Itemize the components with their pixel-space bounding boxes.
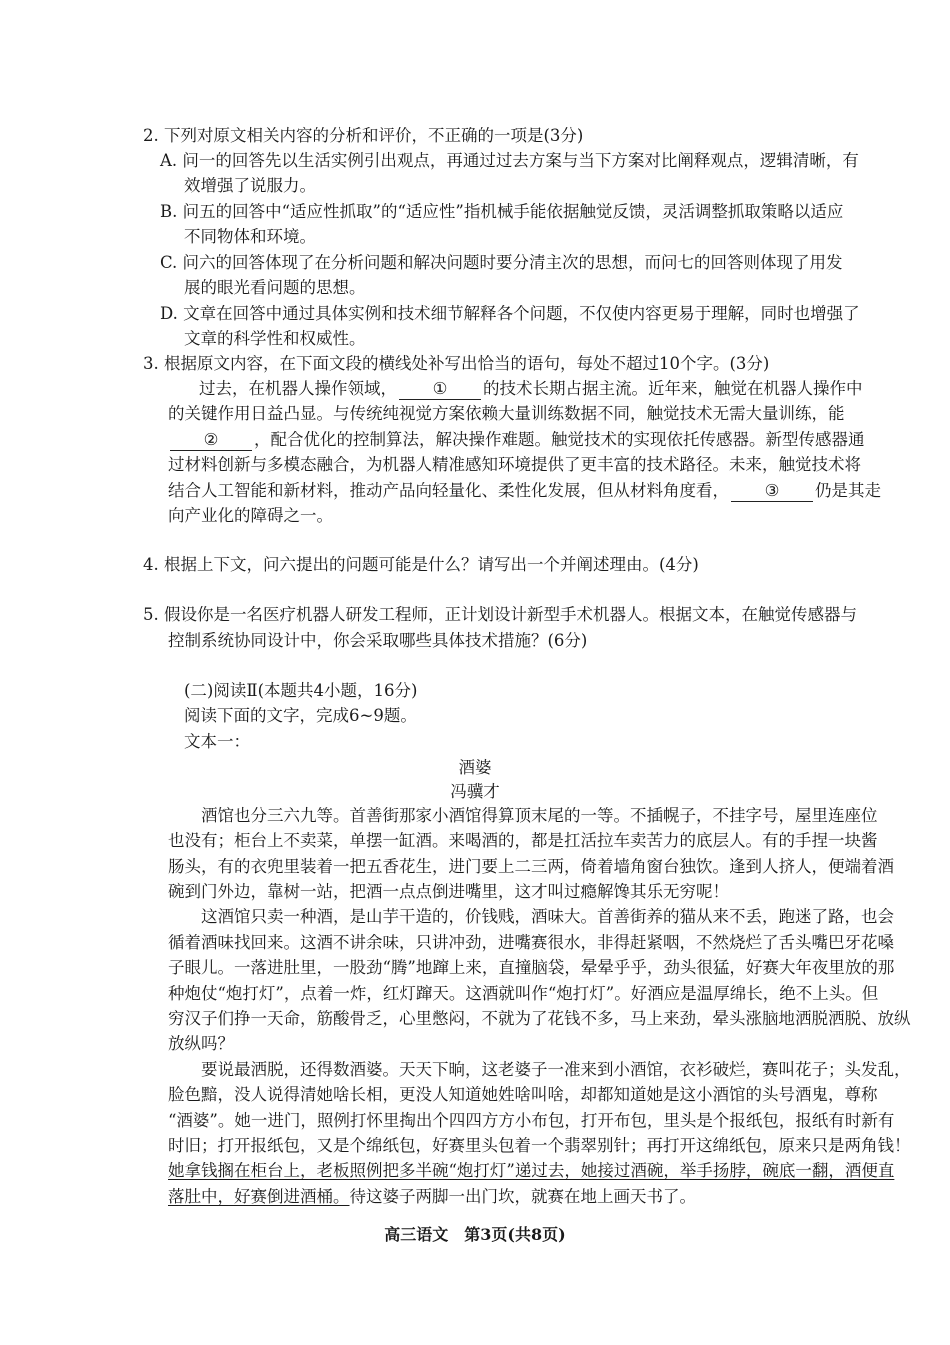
q2-option-b-cont: 不同物体和环境。 [184,227,316,246]
q3-passage-line [168,479,881,503]
q2-option-c: C. 问六的回答体现了在分析问题和解决问题时要分清主次的思想，而问七的回答则体现了用发 [160,253,843,272]
article-line: 也没有；柜台上不卖菜，单摆一缸酒。来喝酒的，都是扛活拉车卖苦力的底层人。有的手捏一块酱 [168,831,878,850]
q2-option-d-cont: 文章的科学性和权威性。 [184,329,366,348]
q3-text: 仍是其走 [815,481,881,500]
section-instruction: 阅读下面的文字，完成6~9题。 [184,706,417,725]
q3-text: 的技术长期占据主流。近年来，触觉在机器人操作中 [483,379,863,398]
article-line-underlined: 她拿钱搁在柜台上，老板照例把多半碗“炮打灯”递过去，她接过酒碗，举手扬脖，碗底一翻，酒便直 [168,1161,895,1180]
q5-stem: 5. 假设你是一名医疗机器人研发工程师，正计划设计新型手术机器人。根据文本，在触觉传感器与 [143,605,857,624]
q3-blank-2: ② [170,430,252,451]
q3-passage-line: 向产业化的障碍之一。 [168,506,333,525]
article-line: 循着酒味找回来。这酒不讲余味，只讲冲劲，进嘴赛很水，非得赶紧咽，不然烧烂了舌头嘴巴牙花嗓 [168,933,894,952]
underlined-text: 落肚中，好赛倒进酒桶。 [168,1187,350,1206]
article-line: 要说最洒脱，还得数酒婆。天天下晌，这老婆子一准来到小酒馆，衣衫破烂，赛叫花子；头发乱， [201,1060,911,1079]
article-line: 放纵吗？ [168,1034,234,1053]
q3-text: ，配合优化的控制算法，解决操作难题。触觉技术的实现依托传感器。新型传感器通 [254,430,865,449]
article-line [168,1185,696,1209]
q3-text: 过去，在机器人操作领域， [199,379,397,398]
q2-option-c-cont: 展的眼光看问题的思想。 [184,278,366,297]
q3-passage-line [199,377,863,401]
q4-stem: 4. 根据上下文，问六提出的问题可能是什么？请写出一个并阐述理由。(4分) [143,555,699,574]
q2-option-d: D. 文章在回答中通过具体实例和技术细节解释各个问题，不仅使内容更易于理解，同时也增强了 [160,304,860,323]
article-line: 时旧；打开报纸包，又是个绵纸包，好赛里头包着一个翡翠别针；再打开这绵纸包，原来只是两角钱！ [168,1136,911,1155]
q2-option-a-cont: 效增强了说服力。 [184,176,316,195]
article-line: “酒婆”。她一进门，照例打怀里掏出个四四方方小布包，打开布包，里头是个报纸包，报纸有时新有 [168,1111,895,1130]
q3-blank-1: ① [399,379,481,400]
q3-blank-3: ③ [731,481,813,502]
article-line: 种炮仗“炮打灯”，点着一炸，红灯蹿天。这酒就叫作“炮打灯”。好酒应是温厚绵长，绝不上头。但 [168,984,879,1003]
article-line: 酒馆也分三六九等。首善街那家小酒馆得算顶末尾的一等。不插幌子，不挂字号，屋里连座位 [201,806,878,825]
article-line: 碗到门外边，靠树一站，把酒一点点倒进嘴里，这才叫过瘾解馋其乐无穷呢！ [168,882,729,901]
text-label: 文本一： [184,732,250,751]
q3-passage-line: 过材料创新与多模态融合，为机器人精准感知环境提供了更丰富的技术路径。未来，触觉技术将 [168,455,861,474]
q3-text: 结合人工智能和新材料，推动产品向轻量化、柔性化发展，但从材料角度看， [168,481,729,500]
article-author: 冯骥才 [450,782,500,801]
article-line: 这酒馆只卖一种酒，是山芋干造的，价钱贱，酒味大。首善街养的猫从来不丢，跑迷了路，也会 [201,907,894,926]
article-line: 子眼儿。一落进肚里，一股劲“腾”地蹿上来，直撞脑袋，晕晕乎乎，劲头很猛，好赛大年夜里放的那 [168,958,895,977]
article-title: 酒婆 [458,758,492,777]
q2-stem: 2. 下列对原文相关内容的分析和评价，不正确的一项是(3分) [143,126,584,145]
article-text: 待这婆子两脚一出门坎，就赛在地上画天书了。 [349,1187,696,1206]
section-heading: (二)阅读Ⅱ(本题共4小题，16分) [184,681,418,700]
article-line: 穷汉子们挣一天命，筋酸骨乏，心里憋闷，不就为了花钱不多，马上来劲，晕头涨脑地洒脱洒脱、放纵 [168,1009,911,1028]
q3-passage-line [168,428,865,452]
q3-stem: 3. 根据原文内容，在下面文段的横线处补写出恰当的语句，每处不超过10个字。(3分) [143,354,770,373]
q3-passage-line: 的关键作用日益凸显。与传统纯视觉方案依赖大量训练数据不同，触觉技术无需大量训练，能 [168,404,845,423]
q5-stem-cont: 控制系统协同设计中，你会采取哪些具体技术措施？(6分) [168,631,588,650]
article-line: 脸色黯，没人说得清她啥长相，更没人知道她姓啥叫啥，却都知道她是这小酒馆的头号酒鬼，尊称 [168,1085,878,1104]
q2-option-b: B. 问五的回答中“适应性抓取”的“适应性”指机械手能依据触觉反馈，灵活调整抓取策略以适应 [160,202,844,221]
q2-option-a: A. 问一的回答先以生活实例引出观点，再通过过去方案与当下方案对比阐释观点，逻辑清晰，有 [160,151,859,170]
page-footer: 高三语文 第3页(共8页) [384,1225,566,1244]
article-line: 肠头，有的衣兜里装着一把五香花生，进门要上二三两，倚着墙角窗台独饮。逢到人挤人，便端着酒 [168,857,894,876]
